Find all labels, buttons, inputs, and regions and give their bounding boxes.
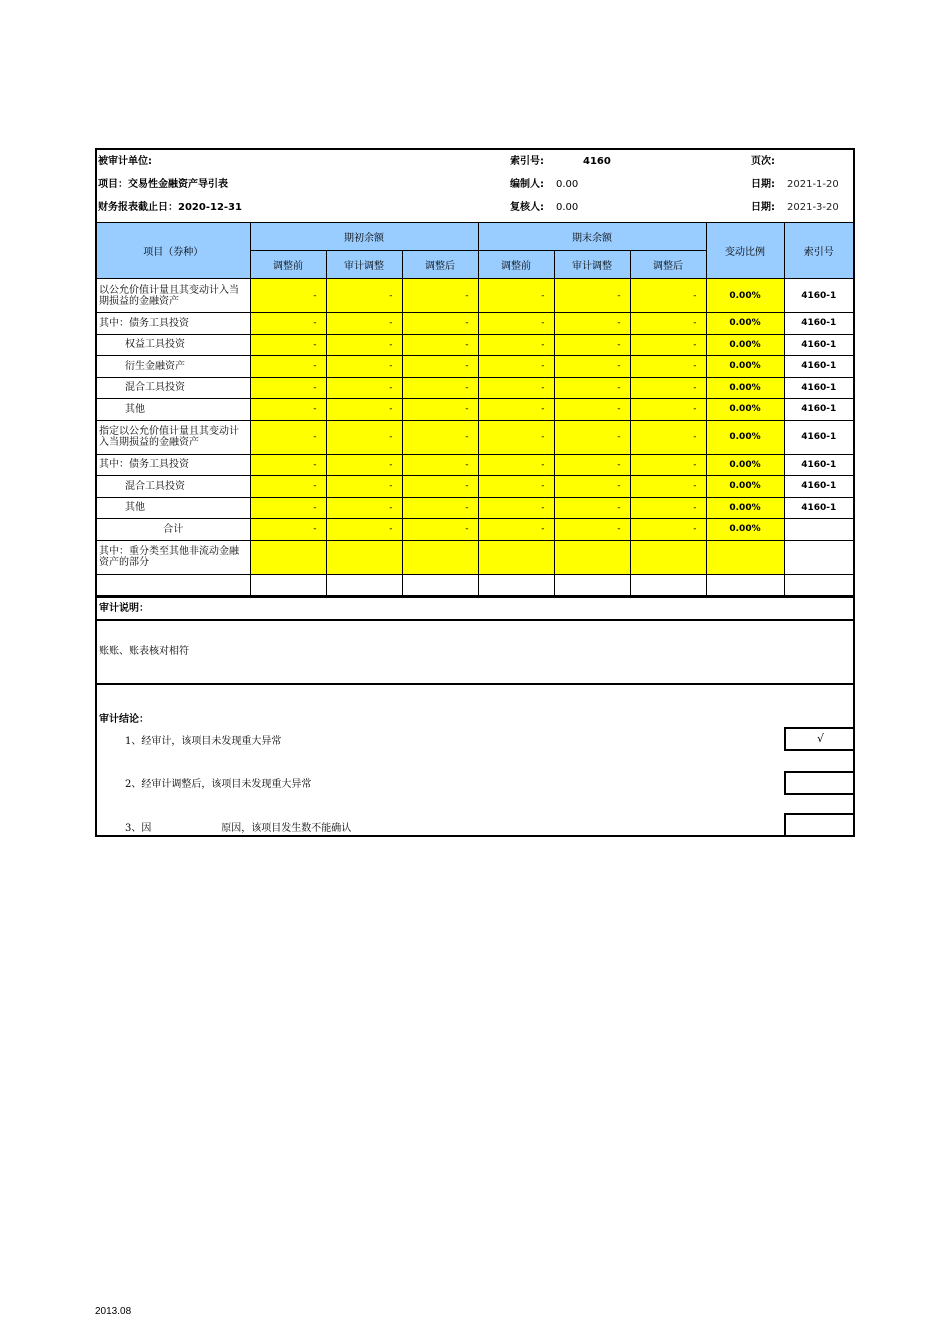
row-name: 其他: [96, 497, 250, 519]
blank-cell: [554, 574, 630, 596]
blank-cell: [402, 574, 478, 596]
amount-cell[interactable]: -: [326, 497, 402, 519]
amount-cell[interactable]: -: [478, 313, 554, 335]
amount-cell[interactable]: -: [402, 420, 478, 454]
amount-cell[interactable]: -: [478, 356, 554, 378]
template-version: 2013.08: [95, 1306, 132, 1317]
reviewer-value: 0.00: [556, 202, 579, 213]
col-index-header: 索引号: [784, 223, 854, 279]
reviewer-label: 复核人:: [510, 202, 544, 213]
amount-cell[interactable]: -: [326, 313, 402, 335]
change-ratio-cell: 0.00%: [706, 313, 784, 335]
table-row: [96, 454, 854, 476]
date-label-1: 日期:: [751, 179, 775, 190]
amount-cell[interactable]: -: [250, 377, 326, 399]
amount-cell[interactable]: -: [554, 334, 630, 356]
index-ref-cell[interactable]: [784, 540, 854, 574]
index-ref-cell[interactable]: 4160-1: [784, 356, 854, 378]
project-title: 项目：交易性金融资产导引表: [98, 179, 228, 190]
amount-cell[interactable]: -: [478, 420, 554, 454]
index-ref-cell[interactable]: 4160-1: [784, 377, 854, 399]
blank-cell: [784, 574, 854, 596]
amount-cell[interactable]: -: [478, 454, 554, 476]
index-ref-cell[interactable]: 4160-1: [784, 454, 854, 476]
date-value-2: 2021-3-20: [787, 202, 839, 213]
sub-before-closing: 调整前: [478, 251, 554, 279]
amount-cell[interactable]: -: [250, 519, 326, 541]
amount-cell[interactable]: -: [402, 313, 478, 335]
amount-cell[interactable]: -: [402, 356, 478, 378]
table-row: [96, 420, 854, 454]
conclusion-item-1: 1、经审计，该项目未发现重大异常: [125, 736, 282, 747]
amount-cell[interactable]: -: [630, 476, 706, 498]
row-name: 其他: [96, 399, 250, 421]
index-label: 索引号:: [510, 156, 544, 167]
amount-cell[interactable]: -: [478, 334, 554, 356]
amount-cell[interactable]: -: [326, 399, 402, 421]
table-row: [96, 476, 854, 498]
amount-cell[interactable]: [402, 540, 478, 574]
index-ref-cell[interactable]: 4160-1: [784, 420, 854, 454]
blank-cell: [250, 574, 326, 596]
amount-cell[interactable]: -: [326, 279, 402, 313]
index-ref-cell[interactable]: 4160-1: [784, 334, 854, 356]
amount-cell[interactable]: -: [554, 519, 630, 541]
change-ratio-cell: 0.00%: [706, 497, 784, 519]
blank-cell: [706, 574, 784, 596]
amount-cell[interactable]: -: [630, 377, 706, 399]
amount-cell[interactable]: -: [630, 313, 706, 335]
amount-cell[interactable]: -: [326, 334, 402, 356]
amount-cell[interactable]: -: [326, 377, 402, 399]
amount-cell[interactable]: -: [630, 279, 706, 313]
col-change-header: 变动比例: [706, 223, 784, 279]
change-ratio-cell: 0.00%: [706, 476, 784, 498]
amount-cell[interactable]: -: [630, 497, 706, 519]
sub-after-opening: 调整后: [402, 251, 478, 279]
amount-cell[interactable]: -: [402, 476, 478, 498]
table-row: [96, 519, 854, 541]
amount-cell[interactable]: [478, 540, 554, 574]
amount-cell[interactable]: -: [554, 279, 630, 313]
page-label: 页次:: [751, 156, 775, 167]
amount-cell[interactable]: -: [630, 356, 706, 378]
blank-cell: [630, 574, 706, 596]
row-name: 混合工具投资: [96, 377, 250, 399]
amount-cell[interactable]: -: [630, 454, 706, 476]
explain-text: 账账、账表核对相符: [97, 621, 853, 685]
amount-cell[interactable]: -: [402, 519, 478, 541]
amount-cell[interactable]: -: [402, 334, 478, 356]
change-ratio-cell: 0.00%: [706, 356, 784, 378]
table-row: [96, 279, 854, 313]
row-name: 权益工具投资: [96, 334, 250, 356]
sub-after-closing: 调整后: [630, 251, 706, 279]
index-ref-cell[interactable]: 4160-1: [784, 476, 854, 498]
index-ref-cell[interactable]: 4160-1: [784, 399, 854, 421]
audit-worksheet: [95, 148, 855, 837]
amount-cell[interactable]: -: [478, 476, 554, 498]
amount-cell[interactable]: -: [326, 519, 402, 541]
sub-adjust-closing: 审计调整: [554, 251, 630, 279]
amount-cell[interactable]: [326, 540, 402, 574]
date-value-1: 2021-1-20: [787, 179, 839, 190]
amount-cell[interactable]: -: [402, 377, 478, 399]
amount-cell[interactable]: -: [402, 399, 478, 421]
conclusion-item-2: 2、经审计调整后，该项目未发现重大异常: [125, 779, 312, 790]
amount-cell[interactable]: -: [554, 356, 630, 378]
conclusion-block: [97, 685, 853, 837]
preparer-value: 0.00: [556, 179, 579, 190]
table-row: [96, 377, 854, 399]
amount-cell[interactable]: -: [326, 454, 402, 476]
amount-cell[interactable]: -: [250, 420, 326, 454]
conclusion-checkbox-1[interactable]: √: [784, 727, 855, 751]
table-row: [96, 356, 854, 378]
change-ratio-cell: 0.00%: [706, 399, 784, 421]
row-name: 其中：重分类至其他非流动金融资产的部分: [96, 540, 250, 574]
group-closing-header: 期末余额: [478, 223, 706, 251]
change-ratio-cell: 0.00%: [706, 454, 784, 476]
row-name: 合计: [96, 519, 250, 541]
blank-cell: [478, 574, 554, 596]
row-name: 指定以公允价值计量且其变动计入当期损益的金融资产: [96, 420, 250, 454]
amount-cell[interactable]: [250, 540, 326, 574]
table-row: [96, 497, 854, 519]
change-ratio-cell: [706, 540, 784, 574]
amount-cell[interactable]: -: [630, 420, 706, 454]
amount-cell[interactable]: -: [478, 279, 554, 313]
row-name: 其中：债务工具投资: [96, 313, 250, 335]
amount-cell[interactable]: -: [630, 519, 706, 541]
change-ratio-cell: 0.00%: [706, 377, 784, 399]
amount-cell[interactable]: -: [554, 377, 630, 399]
amount-cell[interactable]: -: [478, 497, 554, 519]
amount-cell[interactable]: -: [554, 454, 630, 476]
change-ratio-cell: 0.00%: [706, 420, 784, 454]
col-item-header: 项目（券种）: [96, 223, 250, 279]
table-row: [96, 399, 854, 421]
index-ref-cell[interactable]: 4160-1: [784, 279, 854, 313]
index-ref-cell[interactable]: 4160-1: [784, 497, 854, 519]
worksheet-header: [95, 148, 855, 222]
table-row: [96, 313, 854, 335]
amount-cell[interactable]: -: [478, 519, 554, 541]
sub-adjust-opening: 审计调整: [326, 251, 402, 279]
amount-cell[interactable]: [630, 540, 706, 574]
asset-table: [95, 222, 855, 596]
amount-cell[interactable]: -: [250, 279, 326, 313]
amount-cell[interactable]: -: [250, 334, 326, 356]
amount-cell[interactable]: -: [250, 399, 326, 421]
amount-cell[interactable]: -: [250, 454, 326, 476]
audited-unit-label: 被审计单位:: [98, 156, 152, 167]
amount-cell[interactable]: -: [326, 476, 402, 498]
conclusion-title: 审计结论：: [99, 714, 149, 725]
index-value: 4160: [583, 156, 611, 167]
row-name: 以公允价值计量且其变动计入当期损益的金融资产: [96, 279, 250, 313]
amount-cell[interactable]: -: [630, 334, 706, 356]
conclusion-item-3: 3、因 原因，该项目发生数不能确认: [125, 823, 352, 834]
amount-cell[interactable]: -: [402, 497, 478, 519]
amount-cell[interactable]: -: [250, 497, 326, 519]
amount-cell[interactable]: -: [630, 399, 706, 421]
amount-cell[interactable]: -: [554, 420, 630, 454]
amount-cell[interactable]: -: [478, 399, 554, 421]
conclusion-checkbox-2[interactable]: [784, 771, 855, 795]
row-name: 混合工具投资: [96, 476, 250, 498]
group-opening-header: 期初余额: [250, 223, 478, 251]
sub-before-opening: 调整前: [250, 251, 326, 279]
index-ref-cell[interactable]: [784, 519, 854, 541]
blank-cell: [326, 574, 402, 596]
date-label-2: 日期:: [751, 202, 775, 213]
amount-cell[interactable]: -: [554, 313, 630, 335]
change-ratio-cell: 0.00%: [706, 334, 784, 356]
amount-cell[interactable]: -: [554, 476, 630, 498]
amount-cell[interactable]: -: [250, 476, 326, 498]
explain-title: 审计说明：: [97, 596, 853, 621]
row-name: 衍生金融资产: [96, 356, 250, 378]
preparer-label: 编制人:: [510, 179, 544, 190]
conclusion-checkbox-3[interactable]: [784, 813, 855, 837]
amount-cell[interactable]: -: [402, 454, 478, 476]
row-name: 其中：债务工具投资: [96, 454, 250, 476]
report-date: 财务报表截止日：2020-12-31: [98, 202, 242, 213]
table-row: [96, 540, 854, 574]
amount-cell[interactable]: -: [554, 399, 630, 421]
change-ratio-cell: 0.00%: [706, 279, 784, 313]
amount-cell[interactable]: -: [250, 356, 326, 378]
amount-cell[interactable]: -: [250, 313, 326, 335]
amount-cell[interactable]: -: [326, 356, 402, 378]
amount-cell[interactable]: -: [478, 377, 554, 399]
amount-cell[interactable]: [554, 540, 630, 574]
blank-cell: [96, 574, 250, 596]
index-ref-cell[interactable]: 4160-1: [784, 313, 854, 335]
change-ratio-cell: 0.00%: [706, 519, 784, 541]
amount-cell[interactable]: -: [402, 279, 478, 313]
notes-section: [95, 596, 855, 837]
amount-cell[interactable]: -: [326, 420, 402, 454]
table-row: [96, 334, 854, 356]
amount-cell[interactable]: -: [554, 497, 630, 519]
